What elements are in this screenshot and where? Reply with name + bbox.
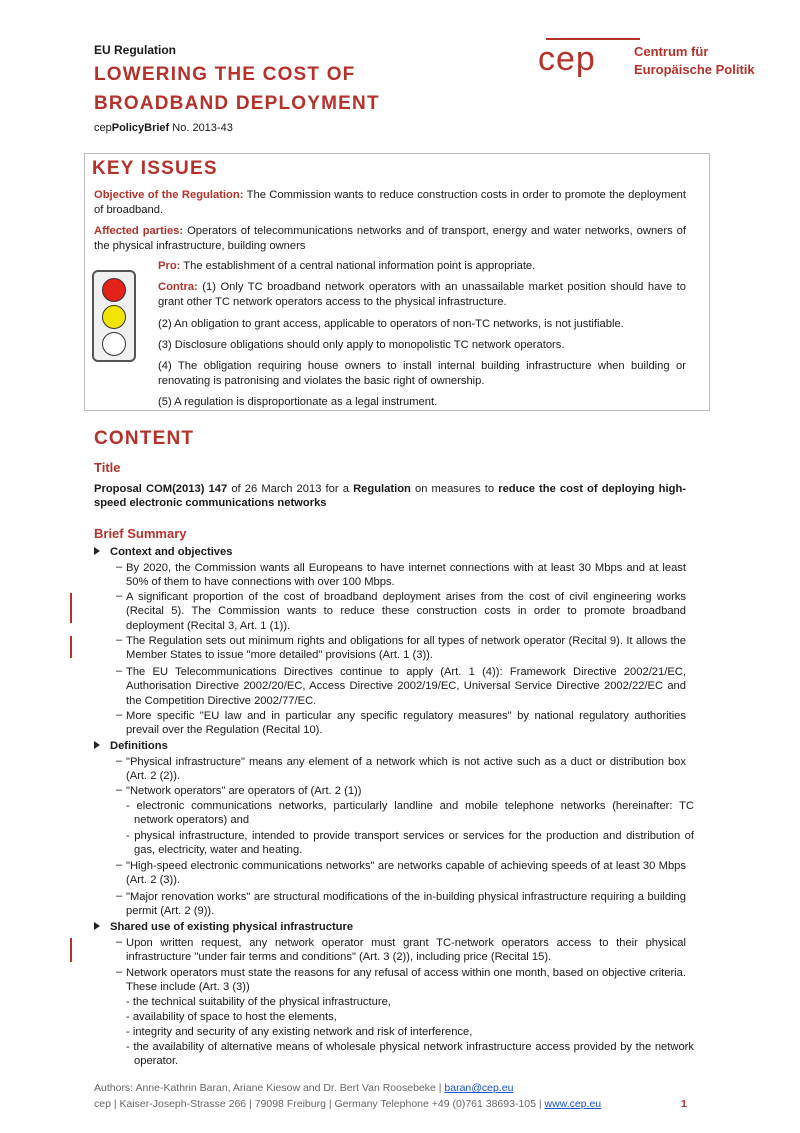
document-category: EU Regulation (94, 43, 177, 57)
definition-item: "High-speed electronic communications networks" are networks capable of achieving speeds of at least 30 Mbps (Art. 2 (3)). (126, 860, 686, 887)
contra-item-5: (5) A regulation is disproportionate as a legal instrument. (158, 396, 438, 408)
shared-use-subitem: - availability of space to host the elements, (126, 1011, 337, 1023)
dash-glyph: – (116, 561, 123, 573)
content-heading: CONTENT (94, 428, 195, 449)
dash-glyph: – (116, 936, 123, 948)
affected-parties-paragraph: Affected parties: Operators of telecommunications networks and of transport, energy and water networks, owners of the physical infrastructure, building owners (94, 225, 686, 252)
pro-paragraph: Pro: The establishment of a central national information point is appropriate. (158, 260, 536, 272)
context-item: The EU Telecommunications Directives continue to apply (Art. 1 (4)): Framework Directive 2002/21/EC, Authorisation Directive 2002/20/EC, Access Directive 2002/19/EC, Universal Service Directive 2002/22/EC and the Competition Directive 2002/77/EC. (126, 666, 686, 707)
footer-authors: Authors: Anne-Kathrin Baran, Ariane Kiesow and Dr. Bert Van Roosebeke | baran@cep.eu (94, 1082, 514, 1094)
brief-summary-subheading: Brief Summary (94, 526, 187, 541)
dash-glyph: – (116, 784, 123, 796)
author-email-link[interactable]: baran@cep.eu (444, 1082, 514, 1094)
change-marker (70, 593, 72, 623)
shared-use-subitem: - the availability of alternative means of wholesale physical network infrastructure access provided by the network operator. (126, 1041, 694, 1068)
bullet-triangle-icon (94, 922, 100, 930)
bullet-triangle-icon (94, 547, 100, 555)
policy-brief-number: cepPolicyBrief No. 2013-43 (94, 122, 233, 134)
dash-glyph: – (116, 665, 123, 677)
logo-text-line1: Centrum für (634, 44, 709, 59)
logo-text-line2: Europäische Politik (634, 62, 755, 77)
traffic-light-red (102, 278, 126, 302)
definition-item: "Physical infrastructure" means any element of a network which is not active such as a duct or distribution box (Art. 2 (2)). (126, 756, 686, 783)
document-title-line1: LOWERING THE COST OF (94, 64, 356, 85)
cep-logo: cep (538, 40, 596, 79)
change-marker (70, 938, 72, 962)
traffic-light-white (102, 332, 126, 356)
dash-glyph: – (116, 709, 123, 721)
definitions-heading: Definitions (94, 740, 168, 752)
traffic-light-icon (92, 270, 136, 362)
context-item: More specific "EU law and in particular any specific regulatory measures" by national regulatory authorities prevail over the Regulation (Recital 10). (126, 710, 686, 737)
footer-address: cep | Kaiser-Joseph-Strasse 266 | 79098 Freiburg | Germany Telephone +49 (0)761 38693-105 | www.cep.eu (94, 1098, 602, 1110)
dash-glyph: – (116, 634, 123, 646)
definition-subitem: - physical infrastructure, intended to provide transport services or services for the production and distribution of gas, electricity, water and heating. (126, 830, 694, 857)
shared-use-heading: Shared use of existing physical infrastructure (94, 921, 353, 933)
context-item: By 2020, the Commission wants all Europeans to have internet connections with at least 30 Mbps and at least 50% of them to have connections with over 100 Mbps. (126, 562, 686, 589)
document-title-line2: BROADBAND DEPLOYMENT (94, 93, 380, 114)
context-heading: Context and objectives (94, 546, 232, 558)
contra-item-4: (4) The obligation requiring house owners to install internal building infrastructure when building or renovating is patronising and violates the basic right of ownership. (158, 360, 686, 387)
key-issues-heading: KEY ISSUES (92, 158, 218, 179)
logo-top-line (546, 38, 640, 40)
dash-glyph: – (116, 966, 123, 978)
shared-use-subitem: - integrity and security of any existing network and risk of interference, (126, 1026, 473, 1038)
shared-use-subitem: - the technical suitability of the physical infrastructure, (126, 996, 391, 1008)
title-subheading: Title (94, 460, 121, 475)
dash-glyph: – (116, 590, 123, 602)
bullet-triangle-icon (94, 741, 100, 749)
dash-glyph: – (116, 755, 123, 767)
shared-use-item: Network operators must state the reasons for any refusal of access within one month, based on objective criteria. These include (Art. 3 (3)) (126, 967, 686, 994)
traffic-light-yellow (102, 305, 126, 329)
definition-item: "Network operators" are operators of (Art. 2 (1)) (126, 785, 362, 797)
contra-item-2: (2) An obligation to grant access, applicable to operators of non-TC networks, is not justifiable. (158, 318, 624, 330)
change-marker (70, 636, 72, 658)
page-number: 1 (681, 1098, 687, 1110)
context-item: The Regulation sets out minimum rights and obligations for all types of network operator (Recital 9). It allows the Member States to issue "more detailed" provisions (Art. 1 (3)). (126, 635, 686, 662)
definition-subitem: - electronic communications networks, particularly landline and mobile telephone networks (hereinafter: TC network operators) and (126, 800, 694, 827)
dash-glyph: – (116, 890, 123, 902)
dash-glyph: – (116, 859, 123, 871)
context-item: A significant proportion of the cost of broadband deployment arises from the cost of civil engineering works (Recital 5). The Commission wants to reduce these construction costs in order to promote broadband deployment (Recital 3, Art. 1 (1)). (126, 591, 686, 632)
contra-item-3: (3) Disclosure obligations should only apply to monopolistic TC network operators. (158, 339, 565, 351)
website-link[interactable]: www.cep.eu (544, 1098, 602, 1110)
contra-item-1: Contra: (1) Only TC broadband network operators with an unassailable market position should have to grant other TC network operators access to the physical infrastructure. (158, 281, 686, 308)
definition-item: "Major renovation works" are structural modifications of the in-building physical infrastructure requiring a building permit (Art. 2 (9)). (126, 891, 686, 918)
proposal-title: Proposal COM(2013) 147 of 26 March 2013 for a Regulation on measures to reduce the cost of deploying high-speed electronic communications networks (94, 483, 687, 510)
shared-use-item: Upon written request, any network operator must grant TC-network operators access to their physical infrastructure "under fair terms and conditions" (Art. 3 (2)), including price (Recital 15). (126, 937, 686, 964)
objective-paragraph: Objective of the Regulation: The Commission wants to reduce construction costs in order to promote the deployment of broadband. (94, 189, 686, 216)
